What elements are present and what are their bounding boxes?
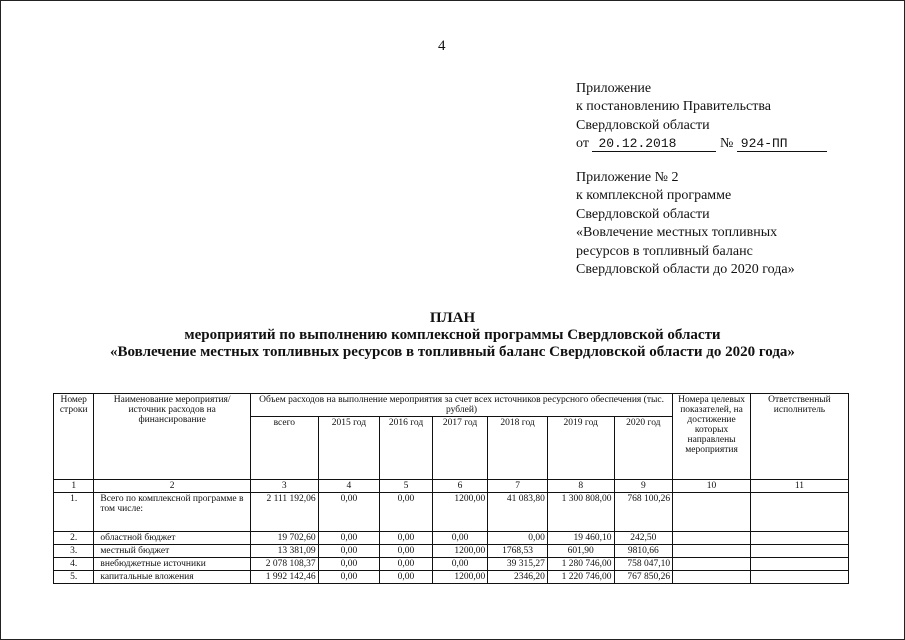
plan-program-name: «Вовлечение местных топливных ресурсов в топливный баланс Свердловской области до 2020 года» — [110, 344, 795, 360]
appendix2-line: «Вовлечение местных топливных — [576, 225, 778, 241]
column-number: 5 — [380, 480, 433, 493]
value-total: 19 702,60 — [250, 532, 318, 545]
header-row — [54, 394, 849, 417]
value-total: 2 111 192,06 — [250, 493, 318, 532]
value-total: 2 078 108,37 — [250, 558, 318, 571]
resolution-date: 20.12.2018 — [592, 137, 716, 152]
table-row — [54, 545, 849, 558]
row-number: 1. — [54, 493, 94, 532]
header-year: 2016 год — [380, 417, 433, 480]
value-2017: 1200,00 — [432, 571, 488, 584]
value-total: 13 381,09 — [250, 545, 318, 558]
value-2017: 1200,00 — [432, 493, 488, 532]
resolution-number: 924-ПП — [737, 137, 827, 152]
value-2019: 601,90 — [547, 545, 614, 558]
value-2015: 0,00 — [318, 493, 380, 532]
row-responsible — [750, 493, 848, 532]
appendix2-line: Свердловской области до 2020 года» — [576, 262, 795, 278]
column-number: 11 — [750, 480, 848, 493]
plan-title: ПЛАН — [429, 310, 476, 326]
header-year: всего — [250, 417, 318, 480]
value-total: 1 992 142,46 — [250, 571, 318, 584]
value-2020: 767 850,26 — [614, 571, 673, 584]
row-responsible — [750, 558, 848, 571]
row-name: местный бюджет — [94, 545, 251, 558]
value-2019: 19 460,10 — [547, 532, 614, 545]
row-indicators — [673, 532, 751, 545]
row-indicators — [673, 493, 751, 532]
appendix-resolution-block — [576, 80, 827, 154]
value-2020: 768 100,26 — [614, 493, 673, 532]
column-number: 7 — [488, 480, 548, 493]
header-year: 2020 год — [614, 417, 673, 480]
date-prefix: от — [576, 136, 589, 152]
value-2015: 0,00 — [318, 571, 380, 584]
column-number: 2 — [94, 480, 251, 493]
value-2016: 0,00 — [380, 571, 433, 584]
column-number: 1 — [54, 480, 94, 493]
value-2015: 0,00 — [318, 558, 380, 571]
page-number: 4 — [438, 38, 446, 54]
table-row — [54, 558, 849, 571]
row-indicators — [673, 545, 751, 558]
header-name: Наименование мероприятия/ источник расходов на финансирование — [94, 394, 251, 480]
header-year: 2017 год — [432, 417, 488, 480]
value-2016: 0,00 — [380, 532, 433, 545]
column-number: 3 — [250, 480, 318, 493]
column-number: 6 — [432, 480, 488, 493]
value-2020: 242,50 — [614, 532, 673, 545]
row-number: 4. — [54, 558, 94, 571]
value-2018: 41 083,80 — [488, 493, 548, 532]
header-year: 2015 год — [318, 417, 380, 480]
header-volume: Объем расходов на выполнение мероприятия за счет всех источников ресурсного обеспечения (тыс. рублей) — [250, 394, 672, 417]
header-responsible: Ответственный исполнитель — [750, 394, 848, 480]
column-number: 9 — [614, 480, 673, 493]
header-indicators: Номера целевых показателей, на достижение которых направлены мероприятия — [673, 394, 751, 480]
value-2017: 0,00 — [432, 558, 488, 571]
plan-subtitle: мероприятий по выполнению комплексной программы Свердловской области — [184, 327, 721, 343]
row-name: областной бюджет — [94, 532, 251, 545]
appendix-date-line — [576, 135, 827, 153]
header-row-number: Номер строки — [54, 394, 94, 480]
value-2015: 0,00 — [318, 532, 380, 545]
value-2016: 0,00 — [380, 558, 433, 571]
table-row-total — [54, 493, 849, 532]
value-2019: 1 220 746,00 — [547, 571, 614, 584]
row-responsible — [750, 571, 848, 584]
table-row — [54, 571, 849, 584]
value-2019: 1 300 808,00 — [547, 493, 614, 532]
table-row — [54, 532, 849, 545]
column-number-row — [54, 480, 849, 493]
appendix2-line: Приложение № 2 — [576, 170, 679, 185]
value-2018: 39 315,27 — [488, 558, 548, 571]
row-name: внебюджетные источники — [94, 558, 251, 571]
plan-table — [53, 393, 849, 584]
appendix-label: Приложение — [576, 81, 652, 96]
appendix-program-block — [576, 169, 795, 279]
value-2020: 758 047,10 — [614, 558, 673, 571]
row-name: капитальные вложения — [94, 571, 251, 584]
row-responsible — [750, 532, 848, 545]
appendix2-line: к комплексной программе — [576, 188, 732, 204]
header-year: 2018 год — [488, 417, 548, 480]
column-number: 10 — [673, 480, 751, 493]
row-indicators — [673, 571, 751, 584]
row-number: 2. — [54, 532, 94, 545]
value-2018: 1768,53 — [488, 545, 548, 558]
value-2020: 9810,66 — [614, 545, 673, 558]
value-2018: 2346,20 — [488, 571, 548, 584]
row-number: 5. — [54, 571, 94, 584]
header-year: 2019 год — [547, 417, 614, 480]
appendix2-line: ресурсов в топливный баланс — [576, 243, 753, 259]
column-number: 4 — [318, 480, 380, 493]
value-2018: 0,00 — [488, 532, 548, 545]
value-2019: 1 280 746,00 — [547, 558, 614, 571]
number-prefix: № — [719, 136, 734, 152]
value-2017: 0,00 — [432, 532, 488, 545]
value-2015: 0,00 — [318, 545, 380, 558]
row-responsible — [750, 545, 848, 558]
appendix2-line: Свердловской области — [576, 206, 710, 222]
column-number: 8 — [547, 480, 614, 493]
row-name: Всего по комплексной программе в том числе: — [94, 493, 251, 532]
value-2016: 0,00 — [380, 493, 433, 532]
value-2017: 1200,00 — [432, 545, 488, 558]
appendix-region-line: Свердловской области — [576, 117, 710, 133]
value-2016: 0,00 — [380, 545, 433, 558]
row-number: 3. — [54, 545, 94, 558]
appendix-resolution-line: к постановлению Правительства — [576, 99, 772, 115]
row-indicators — [673, 558, 751, 571]
